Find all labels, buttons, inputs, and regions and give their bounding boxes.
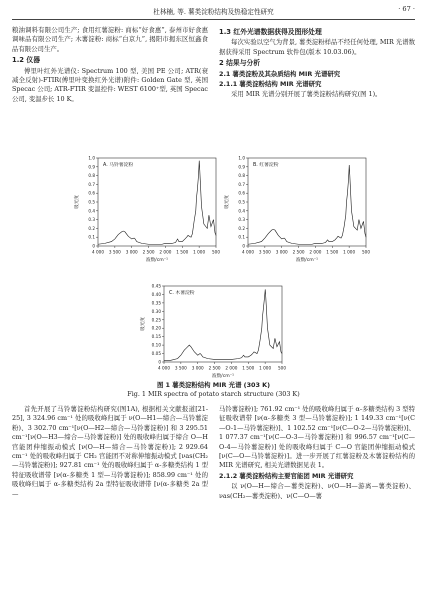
x-tick-label: 500	[362, 249, 370, 255]
y-tick-label: 0	[92, 243, 95, 249]
spectrum-line	[98, 161, 216, 245]
chart-title: C. 木薯淀粉	[169, 291, 195, 296]
x-tick-label: 3 000	[125, 249, 138, 255]
y-tick-label: 0.35	[151, 300, 161, 306]
y-tick-label: 0.45	[151, 283, 161, 289]
y-tick-label: 0.8	[88, 173, 95, 179]
x-tick-label: 500	[212, 249, 220, 255]
plot-frame	[248, 158, 366, 246]
x-tick-label: 2 500	[208, 365, 221, 371]
x-axis-label: 波数/cm⁻¹	[211, 374, 235, 378]
y-tick-label: 0	[158, 359, 161, 365]
y-axis-label: 吸光度	[225, 195, 230, 209]
paragraph: 采用 MIR 光谱分别开展了薯类淀粉结构研究(图 1)。	[231, 90, 382, 99]
y-tick-label: 1.0	[238, 155, 245, 161]
y-tick-label: 0.4	[238, 208, 245, 214]
paragraph: 每次实验以空气为背景, 薯类淀粉样品不经任何处理, MIR 光谱数据获得采用 Spectrum 软件包(版本 10.03.06)。	[219, 38, 415, 56]
running-title: 杜林楠, 等. 薯类淀粉结构及热稳定性研究	[153, 8, 274, 16]
x-tick-label: 1 000	[259, 365, 272, 371]
subsection-heading: 2.1 薯类淀粉及其杂质结构 MIR 光谱研究	[219, 69, 341, 78]
x-tick-label: 3 500	[174, 365, 187, 371]
x-tick-label: 1 500	[242, 365, 255, 371]
x-tick-label: 3 500	[258, 249, 271, 255]
x-tick-label: 3 500	[108, 249, 121, 255]
y-tick-label: 0.4	[88, 208, 95, 214]
y-axis-label: 吸光度	[75, 195, 80, 209]
x-tick-label: 1 500	[176, 249, 189, 255]
y-tick-label: 0.15	[151, 334, 161, 340]
chart-title: B. 红薯淀粉	[253, 163, 279, 168]
section-heading: 1.2 仪器	[12, 56, 41, 65]
spectrum-panel-b	[222, 154, 370, 262]
running-header	[12, 4, 415, 18]
y-tick-label: 0.1	[238, 234, 245, 240]
paragraph: 傅里叶红外光谱仪: Spectrum 100 型, 美国 PE 公司; ATR(衰减全反射)-FTIR(傅里叶变换红外光谱)附件: Golden Gate 型, 英国 Specac 公司; ATR-FTIR 变温控件: WEST 6100⁺型, 英国 Specac 公司, 变温步长 10 K。	[12, 66, 208, 103]
spectrum-line	[248, 165, 366, 244]
y-tick-label: 0.10	[151, 342, 161, 348]
chart-title: A. 马铃薯淀粉	[103, 163, 134, 168]
header-rule	[12, 19, 415, 20]
y-tick-label: 0.2	[88, 225, 95, 231]
x-tick-label: 1 500	[326, 249, 339, 255]
paragraph: 首先开展了马铃薯淀粉结构研究(图1A), 根据相关文献报道[21-25], 3 324.96 cm⁻¹ 处的吸收峰归属于 ν(O—H1—缔合—马铃薯淀粉)、3 302.70 cm⁻¹[ν(O—H2—缔合—马铃薯淀粉)] 和 3 295.51 cm⁻¹[ν(O—H3—缔合—马铃薯淀粉)] 处的吸收峰归属于缔合 O—H 官能团伸缩振动模式 [ν(O—H—缔合—马铃薯淀粉)]; 2 929.64 cm⁻¹ 处的吸收峰归属于 CH₂ 官能团不对称伸缩振动模式 [νas(CH₂—马铃薯淀粉)]; 927.81 cm⁻¹ 处的吸收峰归属于 α-多糖类结构 1 型特征吸收谱带 [ν(α-多糖类 1 型—马铃薯淀粉)]; 858.99 cm⁻¹ 处的吸收峰归属于 α-多糖类结构 2a 型特征吸收谱带 [ν(α-多糖类 2a 型—	[12, 405, 208, 498]
left-column-top	[12, 26, 208, 104]
x-tick-label: 4 000	[158, 365, 170, 371]
x-tick-label: 2 000	[225, 365, 238, 371]
right-column-bottom	[219, 405, 415, 501]
paragraph: 以 ν(O—H—缔合—薯类淀粉)、ν(O—H—游离—薯类淀粉)、νas(CH₂—薯类淀粉)、ν(C—O—薯	[219, 482, 415, 500]
y-tick-label: 0.05	[151, 351, 161, 357]
y-tick-label: 0.7	[238, 181, 245, 187]
y-tick-label: 0	[242, 243, 245, 249]
x-tick-label: 3 000	[275, 249, 288, 255]
spectrum-panel-c	[138, 282, 286, 378]
y-tick-label: 0.6	[238, 190, 245, 196]
y-axis-label: 吸光度	[141, 317, 146, 331]
right-column-top	[219, 26, 415, 100]
page-number: · 67 ·	[398, 5, 415, 13]
figure-caption-cn: 图 1 薯类淀粉结构 MIR 光谱 (303 K)	[156, 381, 271, 389]
x-tick-label: 500	[278, 365, 286, 371]
y-tick-label: 0.1	[88, 234, 95, 240]
x-tick-label: 2 000	[309, 249, 322, 255]
x-axis-label: 波数/cm⁻¹	[295, 258, 319, 262]
x-tick-label: 3 000	[191, 365, 204, 371]
x-tick-label: 2 500	[142, 249, 155, 255]
y-tick-label: 0.30	[151, 308, 161, 314]
paragraph: 马铃薯淀粉)]; 761.92 cm⁻¹ 处的吸收峰归属于 α-多糖类结构 3 型特征吸收谱带 [ν(α-多糖类 3 型—马铃薯淀粉)]; 1 149.33 cm⁻¹[ν(C—O-1—马铃薯淀粉)]、1 102.52 cm⁻¹[ν(C—O-2—马铃薯淀粉)]、1 077.37 cm⁻¹[ν(C—O-3—马铃薯淀粉)] 和 996.57 cm⁻¹[ν(C—O-4—马铃薯淀粉)] 处的吸收峰归属于 C—O 官能团伸缩振动模式 [ν(C—O—马铃薯淀粉)]。进一步开展了红薯淀粉及木薯淀粉结构的 MIR 光谱研究, 相关光谱数据见表 1。	[219, 405, 415, 470]
x-axis-label: 波数/cm⁻¹	[145, 258, 169, 262]
spectrum-line	[164, 289, 282, 360]
section-heading: 1.3 红外光谱数据获得及图形处理	[219, 28, 322, 36]
y-tick-label: 0.9	[238, 164, 245, 170]
x-tick-label: 4 000	[92, 249, 104, 255]
subsection-heading: 2.1.1 薯类淀粉结构 MIR 光谱研究	[219, 80, 322, 89]
y-tick-label: 0.5	[238, 199, 245, 205]
x-tick-label: 2 000	[159, 249, 172, 255]
spectrum-panel-a	[72, 154, 220, 262]
subsection-heading: 2.1.2 薯类淀粉结构主要官能团 MIR 光谱研究	[219, 471, 354, 480]
figure-caption-en: Fig. 1 MIR spectra of potato starch structure (303 K)	[127, 390, 300, 398]
x-tick-label: 2 500	[292, 249, 305, 255]
y-tick-label: 0.2	[238, 225, 245, 231]
y-tick-label: 0.9	[88, 164, 95, 170]
y-tick-label: 0.8	[238, 173, 245, 179]
y-tick-label: 0.40	[151, 291, 161, 297]
y-tick-label: 0.25	[151, 317, 161, 323]
y-tick-label: 0.3	[88, 217, 95, 223]
y-tick-label: 0.7	[88, 181, 95, 187]
y-tick-label: 0.6	[88, 190, 95, 196]
x-tick-label: 1 000	[343, 249, 356, 255]
y-tick-label: 0.3	[238, 217, 245, 223]
x-tick-label: 1 000	[193, 249, 206, 255]
y-tick-label: 1.0	[88, 155, 95, 161]
left-column-bottom	[12, 405, 208, 499]
paragraph: 粮油调料有限公司生产; 食用红薯淀粉: 商标“好食惠”, 泰州市好食惠调味品有限公司生产; 木薯淀粉: 商标“白京九”, 揭阳市揭东区恒鑫食品有限公司生产。	[12, 26, 208, 53]
plot-frame	[98, 158, 216, 246]
x-tick-label: 4 000	[242, 249, 254, 255]
y-tick-label: 0.5	[88, 199, 95, 205]
section-heading: 2 结果与分析	[219, 59, 261, 68]
y-tick-label: 0.20	[151, 325, 161, 331]
